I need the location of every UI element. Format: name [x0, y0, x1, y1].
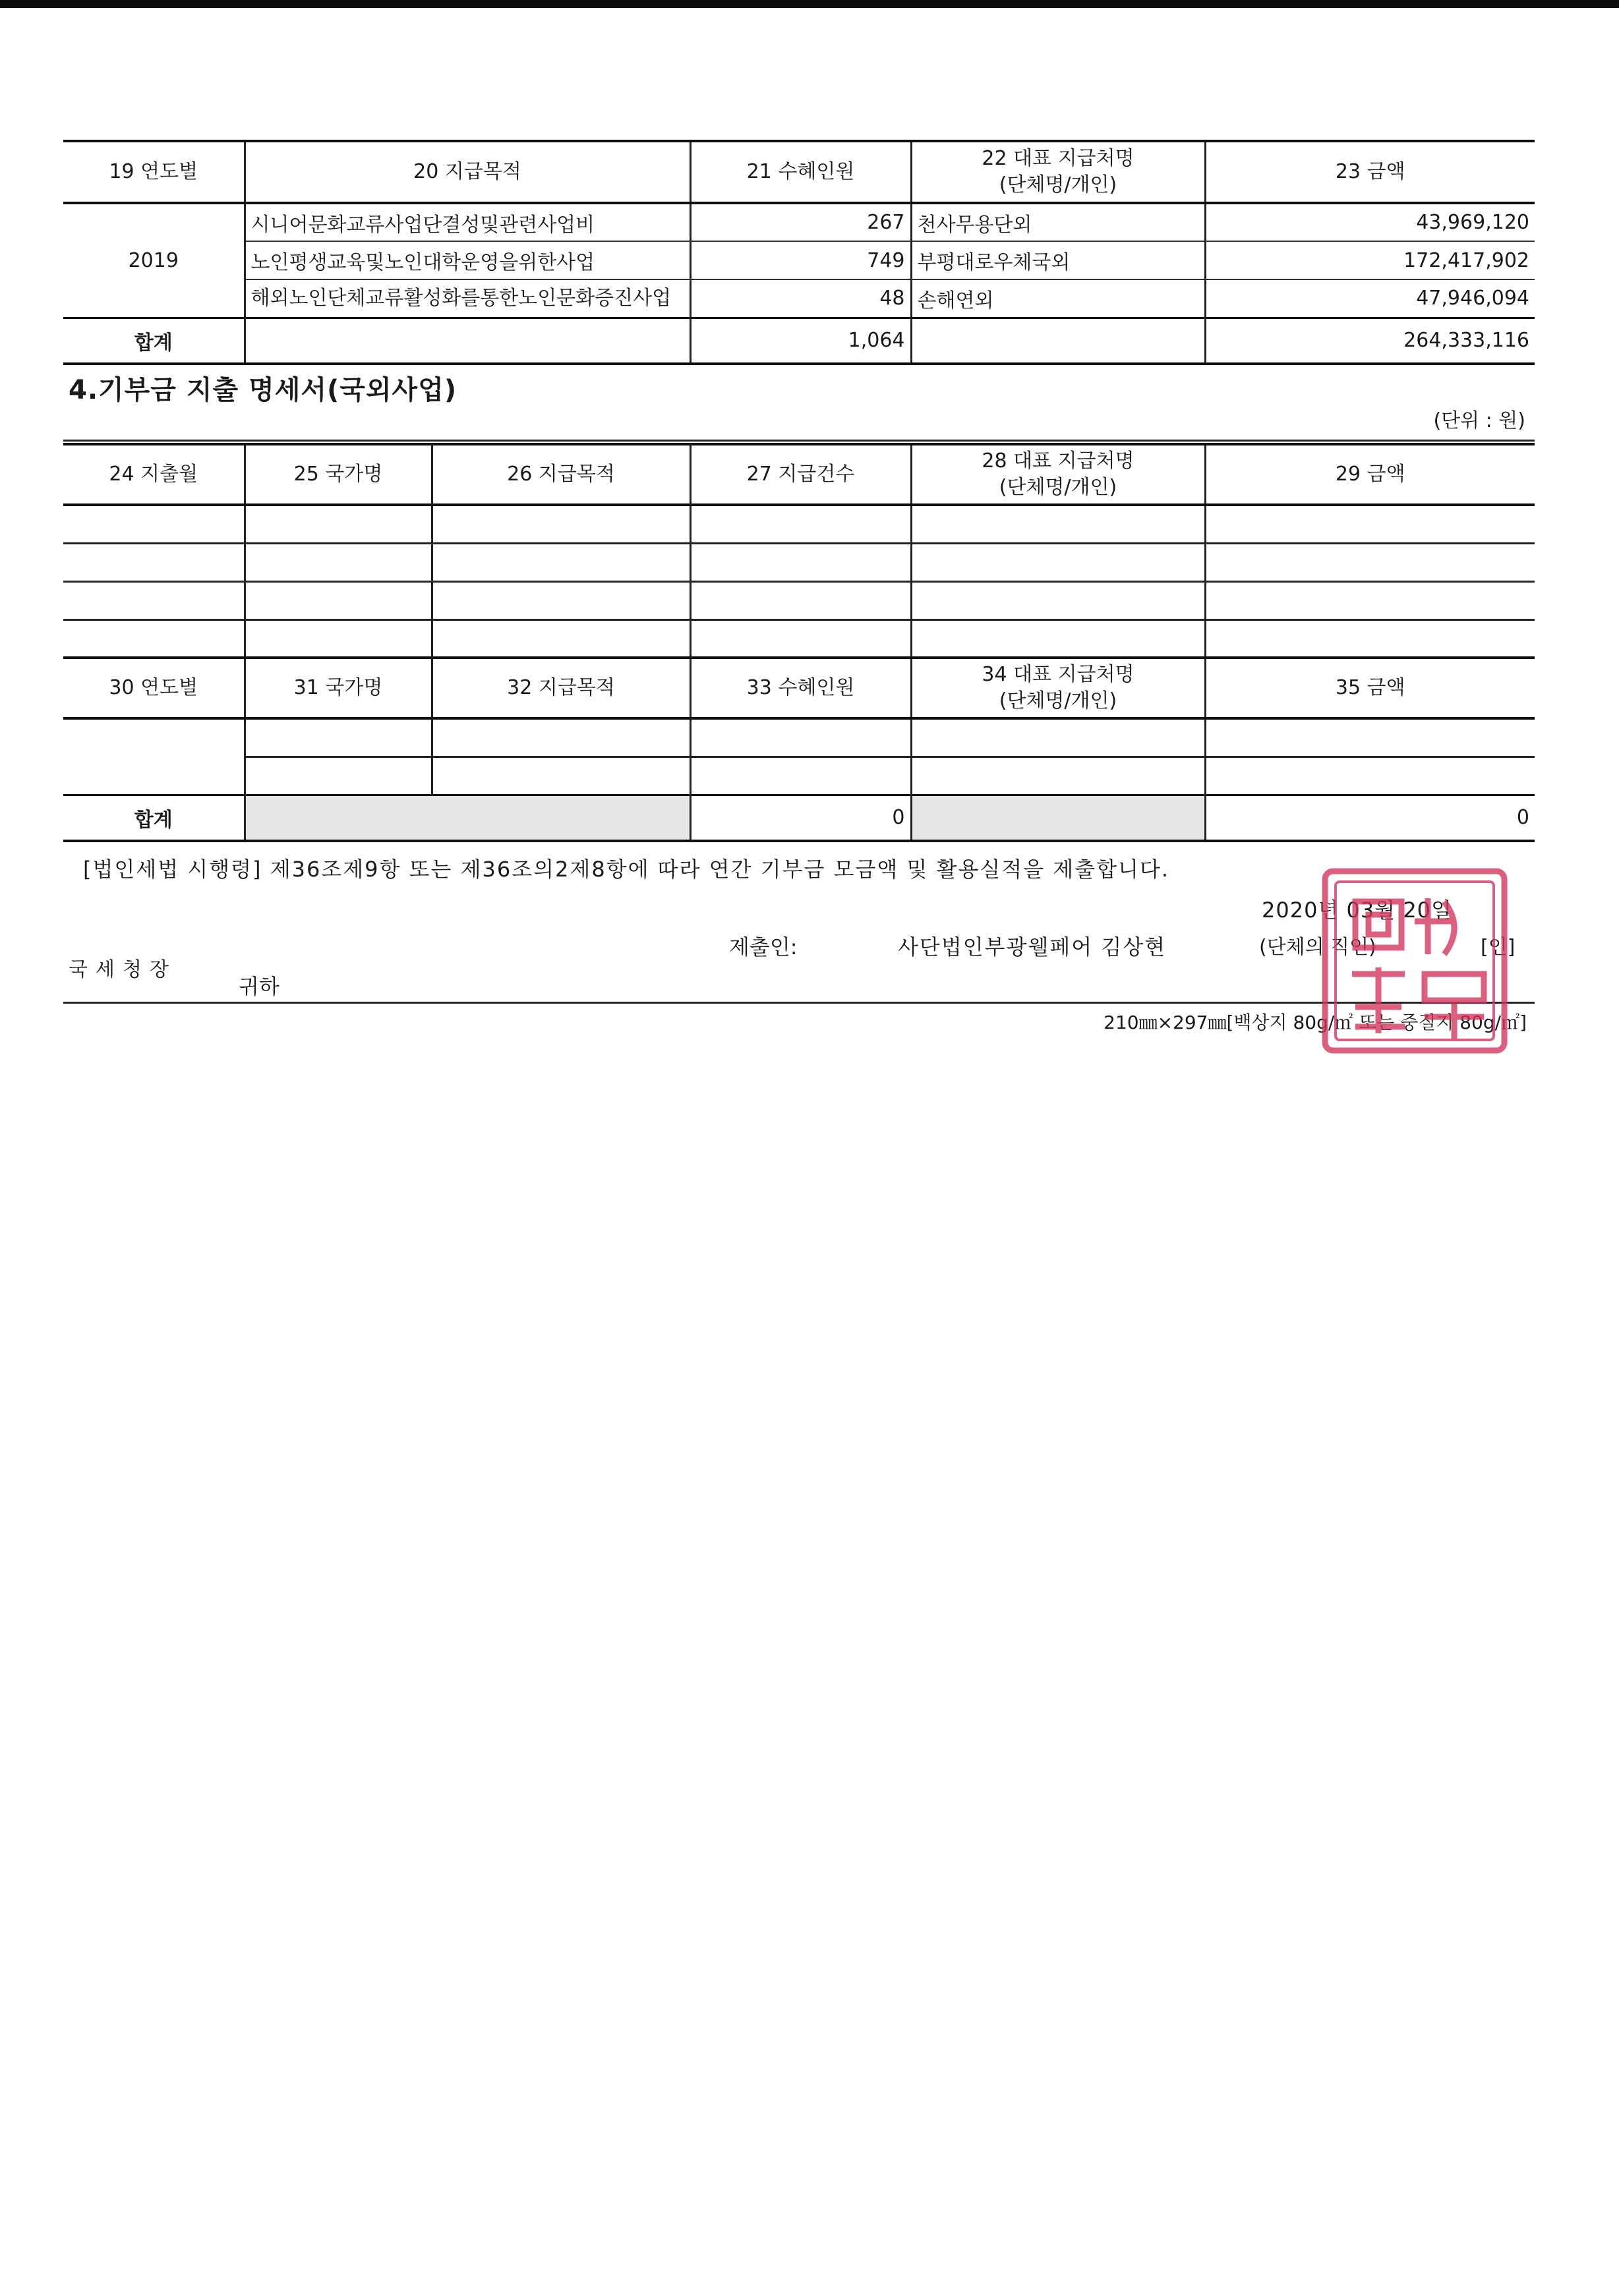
recipient-header-line1: 34 대표 지급처명: [982, 663, 1134, 686]
recipient-header-line2: (단체명/개인): [999, 476, 1117, 499]
col-country-header: 31 국가명: [245, 658, 432, 718]
submission-date: 2020년 03월 20일: [1262, 898, 1452, 923]
col-recipient-header: [911, 444, 1205, 505]
addressee: 국세청장: [69, 958, 177, 981]
amount-cell: 172,417,902: [1205, 241, 1535, 279]
table-header-row: [63, 141, 1535, 203]
paper-spec-footer: 210㎜×297㎜[백상지 80g/㎡ 또는 중질지 80g/㎡]: [1104, 1012, 1527, 1033]
total-recipient-cell: [911, 318, 1205, 364]
col-purpose-header: 20 지급목적: [245, 141, 690, 203]
total-row: [63, 318, 1535, 364]
table-row: [63, 279, 1535, 318]
submitter-label: 제출인:: [729, 934, 798, 960]
shaded-cell: [245, 795, 690, 841]
col-amount-header: 29 금액: [1205, 444, 1535, 505]
table-row: [63, 543, 1535, 581]
beneficiaries-cell: 48: [690, 279, 911, 318]
section-title: 4.기부금 지출 명세서(국외사업): [69, 375, 457, 405]
table-header-row: [63, 658, 1535, 718]
honorific: 귀하: [239, 974, 280, 999]
total-label: 합계: [63, 795, 245, 841]
table-row: [63, 203, 1535, 241]
col-country-header: 25 국가명: [245, 444, 432, 505]
legal-declaration: [법인세법 시행령] 제36조제9항 또는 제36조의2제8항에 따라 연간 기부금 모금액 및 활용실적을 제출합니다.: [83, 857, 1170, 882]
total-count: 0: [690, 795, 911, 841]
amount-cell: 47,946,094: [1205, 279, 1535, 318]
col-month-header: 24 지출월: [63, 444, 245, 505]
table-row: [63, 505, 1535, 543]
table-row: [63, 619, 1535, 658]
col-payment-count-header: 27 지급건수: [690, 444, 911, 505]
col-purpose-header: 26 지급목적: [432, 444, 690, 505]
seal-type-label: (단체의 직인): [1259, 936, 1376, 959]
col-beneficiaries-header: 21 수혜인원: [690, 141, 911, 203]
total-row: [63, 795, 1535, 841]
recipient-cell: 부평대로우체국외: [911, 241, 1205, 279]
amount-cell: 43,969,120: [1205, 203, 1535, 241]
table-row: [63, 757, 1535, 795]
col-amount-header: 23 금액: [1205, 141, 1535, 203]
total-amount: 264,333,116: [1205, 318, 1535, 364]
table-row: [63, 581, 1535, 619]
recipient-cell: 천사무용단외: [911, 203, 1205, 241]
purpose-cell: 시니어문화교류사업단결성및관련사업비: [245, 203, 690, 241]
col-amount-header: 35 금액: [1205, 658, 1535, 718]
year-cell: 2019: [63, 203, 245, 318]
footer-separator: [63, 1002, 1535, 1004]
col-recipient-header: [911, 141, 1205, 203]
recipient-cell: 손해연외: [911, 279, 1205, 318]
col-year-header: 19 연도별: [63, 141, 245, 203]
purpose-cell: 노인평생교육및노인대학운영을위한사업: [245, 241, 690, 279]
section-separator: [63, 440, 1535, 442]
total-beneficiaries: 1,064: [690, 318, 911, 364]
beneficiaries-cell: 267: [690, 203, 911, 241]
shaded-cell: [911, 795, 1205, 841]
recipient-header-line1: 22 대표 지급처명: [982, 147, 1134, 170]
col-beneficiaries-header: 33 수혜인원: [690, 658, 911, 718]
col-recipient-header: [911, 658, 1205, 718]
total-label: 합계: [63, 318, 245, 364]
submitter-name: 사단법인부광웰페어 김상현: [898, 934, 1167, 960]
table-row: [63, 718, 1535, 757]
table-header-row: [63, 444, 1535, 505]
recipient-header-line2: (단체명/개인): [999, 689, 1117, 712]
beneficiaries-cell: 749: [690, 241, 911, 279]
col-purpose-header: 32 지급목적: [432, 658, 690, 718]
scan-top-edge: [0, 0, 1619, 8]
recipient-header-line2: (단체명/개인): [999, 173, 1117, 196]
total-amount: 0: [1205, 795, 1535, 841]
seal-mark: [인]: [1481, 936, 1516, 959]
unit-label: (단위 : 원): [1433, 409, 1525, 432]
donation-usage-table: [63, 140, 1535, 365]
total-purpose-cell: [245, 318, 690, 364]
col-year-header: 30 연도별: [63, 658, 245, 718]
table-row: [63, 241, 1535, 279]
recipient-header-line1: 28 대표 지급처명: [982, 449, 1134, 473]
overseas-expense-table: [63, 443, 1535, 842]
purpose-cell: 해외노인단체교류활성화를통한노인문화증진사업: [245, 279, 690, 318]
